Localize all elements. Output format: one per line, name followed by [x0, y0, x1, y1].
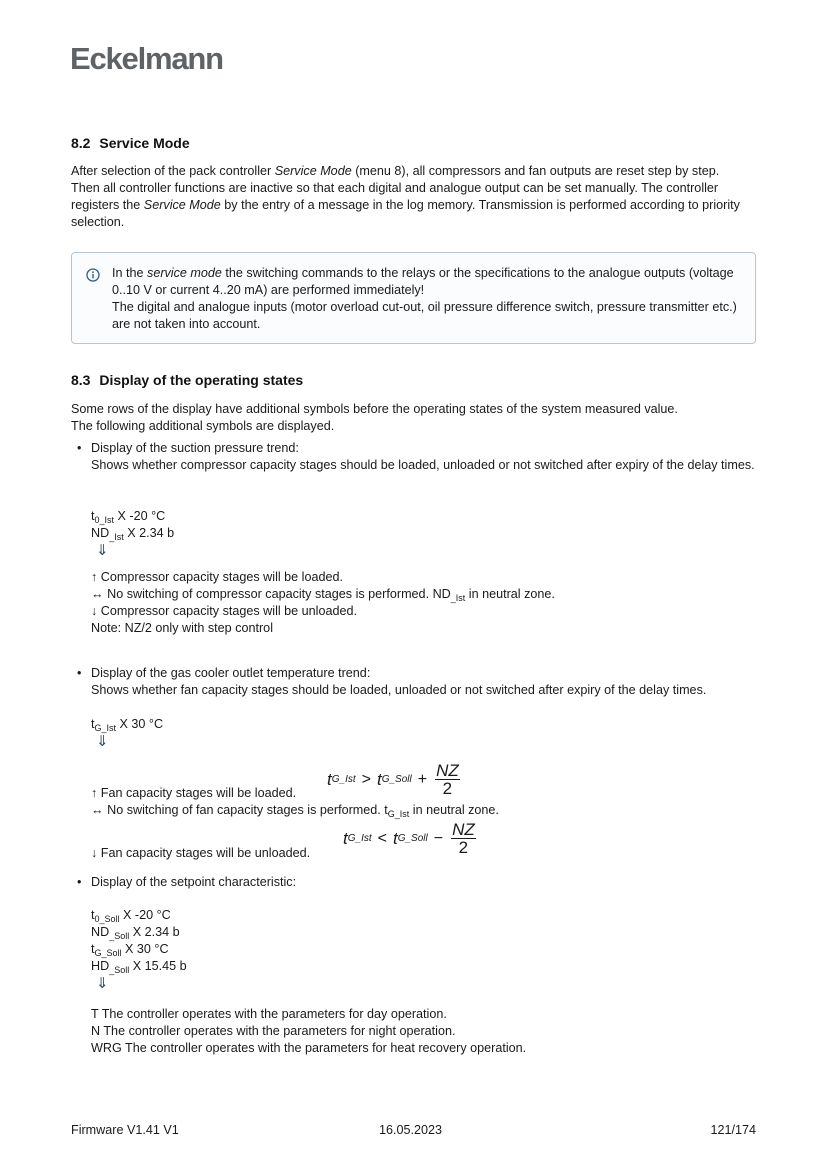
section-title: Display of the operating states — [99, 372, 304, 388]
footer-firmware: Firmware V1.41 V1 — [71, 1123, 179, 1137]
display-row-t0-ist — [91, 508, 174, 525]
text: Compressor capacity stages will be loaded. — [100, 570, 343, 584]
value: X -20 °C — [117, 509, 166, 523]
display-row-tg-ist — [91, 716, 163, 733]
legend-neutral — [91, 586, 555, 603]
subscript: _Soll — [109, 965, 130, 975]
formula-fraction — [451, 821, 476, 856]
text: Then all controller functions are inactive so that each digital and analogue output can be set manually. The controller registers the — [71, 181, 719, 212]
text: (menu 8), all compressors and fan outputs are reset step by step. — [351, 164, 720, 178]
up-arrow-icon: ↑ — [91, 570, 98, 584]
text: After selection of the pack controller — [71, 164, 275, 178]
mode-heat-recovery: WRG The controller operates with the parameters for heat recovery operation. — [91, 1041, 527, 1055]
left-right-arrow-icon: ↔ — [91, 587, 104, 601]
symbol: ND — [91, 925, 110, 939]
symbol: t — [91, 509, 95, 523]
value: X -20 °C — [123, 908, 171, 922]
mode-day: T The controller operates with the parameters for day operation. — [91, 1007, 447, 1021]
formula-var: t — [343, 829, 348, 848]
double-down-arrow-icon: ⇓ — [96, 733, 109, 750]
double-down-arrow-icon: ⇓ — [96, 542, 109, 559]
down-arrow-icon: ↓ — [91, 846, 98, 860]
formula-load-condition: t G_Ist > t G_Soll + $\frac{NZ}{2}$ — [327, 761, 459, 798]
text: Compressor capacity stages will be unloaded. — [100, 604, 358, 618]
bullet-marker: • — [77, 666, 82, 680]
text: in neutral zone. — [465, 587, 555, 601]
denominator: 2 — [458, 838, 469, 857]
text: Fan capacity stages will be loaded. — [100, 786, 297, 800]
gascooler-legend-neutral — [91, 802, 499, 819]
service-mode-description — [71, 163, 761, 231]
arrow-row — [91, 733, 163, 755]
section-heading-8-2 — [71, 134, 190, 152]
formula-operator: < — [377, 830, 387, 847]
bullet-marker: • — [77, 875, 82, 889]
symbol: HD — [91, 959, 110, 973]
formula-operator: − — [433, 830, 444, 847]
gascooler-legend-up — [91, 785, 296, 802]
numerator: NZ — [452, 820, 475, 839]
formula-var: t — [392, 829, 398, 848]
formula-var: t — [376, 770, 382, 789]
emphasis: Service Mode — [274, 164, 352, 178]
legend-note: Note: NZ/2 only with step control — [91, 621, 273, 635]
value: X 30 °C — [119, 717, 164, 731]
display-row-nd-ist — [91, 525, 174, 542]
section-number: 8.3 — [71, 372, 91, 388]
bullet-description: Shows whether fan capacity stages should be loaded, unloaded or not switched after expiry of the delay times. — [91, 683, 707, 697]
section-number: 8.2 — [71, 135, 91, 151]
subscript: G_Ist — [94, 723, 117, 733]
formula-operator: > — [361, 771, 371, 788]
symbol: t — [91, 908, 95, 922]
text: the switching commands to the relays or the specifications to the analogue outputs (voltage 0..10 V or current 4..20 mA) are performed immediately! — [112, 266, 734, 297]
paragraph: Some rows of the display have additional symbols before the operating states of the system measured value. — [71, 402, 678, 416]
text: Fan capacity stages will be unloaded. — [100, 846, 311, 860]
value: X 30 °C — [125, 942, 169, 956]
symbol: t — [91, 942, 95, 956]
arrow-row — [91, 975, 187, 997]
subscript: _Ist — [109, 532, 124, 542]
info-note-box — [71, 252, 756, 344]
note-line — [112, 265, 752, 299]
symbol: t — [91, 717, 95, 731]
display-row-tg-soll — [91, 941, 187, 958]
paragraph — [71, 163, 761, 180]
bullet-content — [91, 440, 761, 474]
down-arrow-icon: ↓ — [91, 604, 98, 618]
paragraph — [71, 180, 761, 231]
footer-date: 16.05.2023 — [379, 1123, 443, 1137]
value: X 15.45 b — [132, 959, 187, 973]
value: X 2.34 b — [127, 526, 175, 540]
legend-down — [91, 603, 555, 620]
mode-night: N The controller operates with the parameters for night operation. — [91, 1024, 456, 1038]
note-line: The digital and analogue inputs (motor overload cut-out, oil pressure difference switch, pressure transmitter etc.) are not taken into account. — [112, 300, 737, 331]
bullet-description: Shows whether compressor capacity stages should be loaded, unloaded or not switched after expiry of the delay times. — [91, 458, 755, 472]
section-heading-8-3 — [71, 371, 303, 389]
text: No switching of compressor capacity stages is performed. ND — [107, 587, 451, 601]
bullet-marker: • — [77, 441, 82, 455]
gascooler-legend-down — [91, 845, 310, 862]
symbol: ND — [91, 526, 110, 540]
formula-var: t — [327, 770, 332, 789]
text: No switching of fan capacity stages is performed. t — [107, 803, 388, 817]
double-down-arrow-icon: ⇓ — [96, 975, 109, 992]
subscript: _Ist — [450, 593, 466, 603]
formula-fraction — [435, 762, 460, 797]
left-right-arrow-icon: ↔ — [91, 803, 104, 817]
note-text — [112, 265, 752, 333]
setpoint-display-rows — [91, 907, 187, 997]
setpoint-modes — [91, 1006, 526, 1057]
subscript: 0_Soll — [94, 914, 120, 924]
suction-legend — [91, 569, 555, 637]
info-icon — [86, 268, 100, 282]
subscript: 0_Ist — [94, 515, 115, 525]
suction-display-rows — [91, 508, 174, 564]
subscript: _Soll — [109, 931, 130, 941]
formula-unload-condition: t G_Ist < t G_Soll − $\frac{NZ}{2}$ — [343, 820, 475, 857]
value: X 2.34 b — [132, 925, 180, 939]
text: In the — [112, 266, 148, 280]
denominator: 2 — [442, 779, 453, 798]
text: in neutral zone. — [409, 803, 499, 817]
paragraph: The following additional symbols are displayed. — [71, 419, 335, 433]
display-row-nd-soll — [91, 924, 187, 941]
bullet-content — [91, 665, 761, 699]
footer-page-number: 121/174 — [710, 1123, 756, 1137]
operating-states-intro — [71, 401, 761, 435]
up-arrow-icon: ↑ — [91, 786, 98, 800]
numerator: NZ — [436, 761, 459, 780]
subscript: G_Soll — [94, 948, 122, 958]
emphasis: service mode — [147, 266, 222, 280]
formula-operator: + — [417, 771, 428, 788]
gascooler-display-rows — [91, 716, 163, 755]
emphasis: Service Mode — [143, 198, 221, 212]
display-row-hd-soll — [91, 958, 187, 975]
legend-up — [91, 569, 555, 586]
display-row-t0-soll — [91, 907, 187, 924]
bullet-heading: Display of the suction pressure trend: — [91, 441, 299, 455]
bullet-heading: Display of the setpoint characteristic: — [91, 875, 297, 889]
bullet-content — [91, 874, 761, 891]
subscript: G_Ist — [387, 809, 410, 819]
company-logo: Eckelmann — [70, 41, 223, 76]
text: by the entry of a message in the log memory. Transmission is performed according to priority selection. — [71, 198, 740, 229]
section-title: Service Mode — [99, 135, 190, 151]
arrow-row — [91, 542, 174, 564]
bullet-heading: Display of the gas cooler outlet temperature trend: — [91, 666, 371, 680]
